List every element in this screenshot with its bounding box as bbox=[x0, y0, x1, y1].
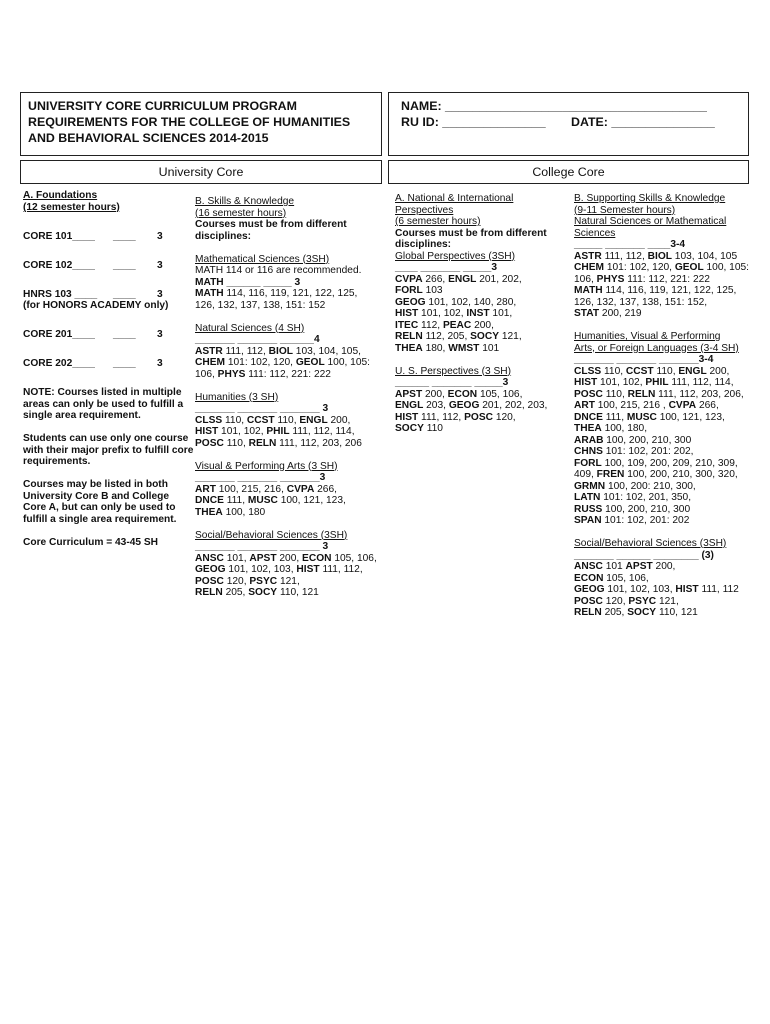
natural-sciences-list: CHEM 101: 102, 120, GEOL 100, 105: bbox=[195, 357, 371, 368]
both-line: Core A, but can only be used to bbox=[23, 502, 176, 513]
prefix-line: with their major prefix to fulfill core bbox=[23, 444, 194, 456]
social-sciences-list: POSC 120, PSYC 121, bbox=[195, 575, 300, 587]
hum-arts-list: ARAB 100, 200, 210, 300 bbox=[574, 434, 692, 446]
humanities-title: Humanities (3 SH) bbox=[195, 391, 279, 403]
natural-sciences-list: 106, PHYS 111: 112, 221: 222 bbox=[195, 368, 331, 380]
math-list: 126, 132, 137, 138, 151: 152 bbox=[195, 299, 326, 311]
social-sciences-list: RELN 205, SOCY 110, 121 bbox=[195, 587, 319, 598]
core-total: Core Curriculum = 43-45 SH bbox=[23, 536, 159, 548]
hum-arts-list: THEA 100, 180, bbox=[574, 423, 648, 434]
title-line-3: AND BEHAVIORAL SCIENCES 2014-2015 bbox=[28, 131, 269, 145]
hum-arts-list: RUSS 100, 200, 210, 300 bbox=[574, 503, 691, 515]
core101-credits: 3 bbox=[157, 230, 163, 242]
humanities-list: POSC 110, RELN 111, 112, 203, 206 bbox=[195, 437, 362, 449]
core201-credits: 3 bbox=[157, 329, 163, 340]
ns-title: Sciences bbox=[574, 227, 616, 239]
prefix-line: requirements. bbox=[23, 456, 91, 467]
skills-column bbox=[195, 196, 385, 599]
hnrs-note: (for HONORS ACADEMY only) bbox=[23, 300, 169, 311]
perspectives-note: Courses must be from different bbox=[395, 227, 547, 239]
ruid-field[interactable]: RU ID: _______________ bbox=[401, 115, 546, 129]
core201-label: CORE 201____ bbox=[23, 329, 95, 340]
social-sciences-blank[interactable]: _______ _______ _______ 3 bbox=[195, 541, 329, 552]
form-title-box bbox=[20, 92, 382, 156]
global-list: FORL 103 bbox=[395, 285, 443, 296]
ns-list: 106, PHYS 111: 112, 221: 222 bbox=[574, 273, 710, 285]
global-title: Global Perspectives (3SH) bbox=[395, 250, 516, 262]
both-line: fulfill a single area requirement. bbox=[23, 513, 177, 525]
core201-row[interactable] bbox=[23, 329, 193, 341]
ns-blank[interactable]: _____ _______ ____3-4 bbox=[574, 239, 686, 250]
college-core-header: College Core bbox=[388, 160, 749, 184]
hum-arts-list: HIST 101, 102, PHIL 111, 112, 114, bbox=[574, 377, 734, 388]
us-list: APST 200, ECON 105, 106, bbox=[395, 388, 523, 400]
ns-list: ASTR 111, 112, BIOL 103, 104, 105 bbox=[574, 250, 738, 262]
hum-arts-blank[interactable]: _______ _______ _______3-4 bbox=[574, 354, 714, 365]
both-line: University Core B and College bbox=[23, 490, 170, 502]
core202-row[interactable] bbox=[23, 358, 193, 370]
core101-row[interactable] bbox=[23, 231, 193, 243]
social-list: RELN 205, SOCY 110, 121 bbox=[574, 607, 698, 618]
skills-hours: (16 semester hours) bbox=[195, 207, 287, 219]
ns-list: CHEM 101: 102, 120, GEOL 100, 105: bbox=[574, 262, 750, 273]
skills-note: Courses must be from different bbox=[195, 219, 347, 230]
global-blank[interactable]: ____ _______ _____3 bbox=[395, 262, 497, 273]
natural-sciences-blank[interactable]: _______ _______ ______4 bbox=[195, 334, 320, 345]
hum-arts-list: ART 100, 215, 216 , CVPA 266, bbox=[574, 400, 719, 411]
name-field[interactable]: NAME: ______________________________________ bbox=[401, 99, 707, 113]
humanities-list: CLSS 110, CCST 110, ENGL 200, bbox=[195, 414, 351, 426]
hum-arts-list: GRMN 100, 200: 210, 300, bbox=[574, 480, 696, 492]
social-list: GEOG 101, 102, 103, HIST 111, 112 bbox=[574, 584, 739, 595]
math-blank[interactable]: MATH ______ _____ 3 bbox=[195, 276, 301, 288]
hum-arts-list: CHNS 101: 102, 201: 202, bbox=[574, 446, 694, 457]
natural-sciences-list: ASTR 111, 112, BIOL 103, 104, 105, bbox=[195, 345, 361, 357]
title-line-2: REQUIREMENTS FOR THE COLLEGE OF HUMANITIES bbox=[28, 115, 351, 129]
perspectives-note: disciplines: bbox=[395, 239, 452, 250]
core102-label: CORE 102____ bbox=[23, 259, 95, 271]
global-list: CVPA 266, ENGL 201, 202, bbox=[395, 273, 522, 285]
hum-arts-list: SPAN 101: 102, 201: 202 bbox=[574, 515, 690, 526]
vpa-list: DNCE 111, MUSC 100, 121, 123, bbox=[195, 495, 346, 506]
hnrs103-blank[interactable]: ____ bbox=[113, 288, 136, 300]
hum-arts-title: Arts, or Foreign Languages (3-4 SH) bbox=[574, 342, 739, 354]
hum-arts-list: FORL 100, 109, 200, 209, 210, 309, bbox=[574, 457, 738, 469]
hnrs103-label: HNRS 103 ____ bbox=[23, 288, 98, 300]
core202-blank[interactable]: ____ bbox=[113, 358, 136, 369]
foundations-hours: (12 semester hours) bbox=[23, 201, 120, 213]
hum-arts-list: CLSS 110, CCST 110, ENGL 200, bbox=[574, 365, 730, 377]
us-list: HIST 111, 112, POSC 120, bbox=[395, 411, 516, 423]
foundations-column bbox=[23, 190, 193, 548]
student-info-box bbox=[388, 92, 749, 156]
supporting-hours: (9-11 Semester hours) bbox=[574, 204, 676, 216]
social-blank[interactable]: _______ ______ ________ (3) bbox=[574, 549, 714, 561]
core102-blank[interactable]: ____ bbox=[113, 259, 136, 271]
vpa-list: ART 100, 215, 216, CVPA 266, bbox=[195, 483, 337, 495]
humanities-list: HIST 101, 102, PHIL 111, 112, 114, bbox=[195, 426, 355, 437]
perspectives-column bbox=[395, 193, 570, 435]
us-blank[interactable]: ______ _______ _____3 bbox=[395, 377, 509, 388]
social-title: Social/Behavioral Sciences (3SH) bbox=[574, 538, 727, 549]
perspectives-title: A. National & International bbox=[395, 193, 514, 204]
us-title: U. S. Perspectives (3 SH) bbox=[395, 365, 512, 377]
vpa-list: THEA 100, 180 bbox=[195, 506, 266, 518]
humanities-blank[interactable]: _______ _______ _______ 3 bbox=[195, 403, 329, 414]
prefix-line: Students can use only one course bbox=[23, 433, 189, 444]
social-list: POSC 120, PSYC 121, bbox=[574, 595, 679, 607]
core202-label: CORE 202____ bbox=[23, 358, 95, 369]
skills-title: B. Skills & Knowledge bbox=[195, 196, 295, 207]
core102-row[interactable] bbox=[23, 260, 193, 272]
hum-arts-title: Humanities, Visual & Performing bbox=[574, 331, 721, 342]
ns-list: MATH 114, 116, 119, 121, 122, 125, bbox=[574, 285, 737, 296]
social-sciences-list: ANSC 101, APST 200, ECON 105, 106, bbox=[195, 552, 377, 564]
global-list: THEA 180, WMST 101 bbox=[395, 342, 500, 354]
us-list: SOCY 110 bbox=[395, 423, 443, 434]
natural-sciences-title: Natural Sciences (4 SH) bbox=[195, 322, 305, 334]
hnrs103-row[interactable] bbox=[23, 289, 193, 301]
global-list: GEOG 101, 102, 140, 280, bbox=[395, 296, 517, 308]
math-title: Mathematical Sciences (3SH) bbox=[195, 253, 330, 265]
note-line: NOTE: Courses listed in multiple bbox=[23, 387, 182, 398]
global-list: HIST 101, 102, INST 101, bbox=[395, 308, 513, 319]
hum-arts-list: POSC 110, RELN 111, 112, 203, 206, bbox=[574, 388, 744, 400]
social-list: ANSC 101 APST 200, bbox=[574, 561, 676, 572]
social-sciences-title: Social/Behavioral Sciences (3SH) bbox=[195, 529, 348, 541]
date-field[interactable]: DATE: _______________ bbox=[571, 115, 715, 129]
global-list: ITEC 112, PEAC 200, bbox=[395, 319, 494, 331]
hnrs103-credits: 3 bbox=[157, 288, 163, 300]
perspectives-title: Perspectives bbox=[395, 204, 454, 216]
note-line: single area requirement. bbox=[23, 410, 141, 421]
skills-note: disciplines: bbox=[195, 230, 252, 242]
hum-arts-list: DNCE 111, MUSC 100, 121, 123, bbox=[574, 411, 725, 423]
core201-blank[interactable]: ____ bbox=[113, 329, 136, 340]
core202-credits: 3 bbox=[157, 358, 163, 369]
math-list: MATH 114, 116, 119, 121, 122, 125, bbox=[195, 288, 358, 299]
social-sciences-list: GEOG 101, 102, 103, HIST 111, 112, bbox=[195, 564, 363, 575]
hum-arts-list: LATN 101: 102, 201, 350, bbox=[574, 492, 692, 503]
supporting-title: B. Supporting Skills & Knowledge bbox=[574, 193, 726, 204]
global-list: RELN 112, 205, SOCY 121, bbox=[395, 331, 522, 342]
core101-blank[interactable]: ____ bbox=[113, 230, 136, 242]
vpa-blank[interactable]: _______ _______ _______3 bbox=[195, 472, 326, 483]
social-list: ECON 105, 106, bbox=[574, 572, 649, 584]
ns-title: Natural Sciences or Mathematical bbox=[574, 216, 727, 227]
perspectives-hours: (6 semester hours) bbox=[395, 216, 481, 227]
supporting-column bbox=[574, 193, 766, 619]
note-line: areas can only be used to fulfill a bbox=[23, 398, 184, 410]
vpa-title: Visual & Performing Arts (3 SH) bbox=[195, 460, 338, 472]
foundations-title: A. Foundations bbox=[23, 190, 98, 201]
math-recommendation: MATH 114 or 116 are recommended. bbox=[195, 265, 362, 276]
core101-label: CORE 101____ bbox=[23, 230, 95, 242]
both-line: Courses may be listed in both bbox=[23, 479, 168, 490]
title-line-1: UNIVERSITY CORE CURRICULUM PROGRAM bbox=[28, 99, 297, 113]
us-list: ENGL 203, GEOG 201, 202, 203, bbox=[395, 400, 548, 411]
ns-list: 126, 132, 137, 138, 151: 152, bbox=[574, 296, 708, 308]
hum-arts-list: 409, FREN 100, 200, 210, 300, 320, bbox=[574, 469, 738, 480]
core102-credits: 3 bbox=[157, 259, 163, 271]
ns-list: STAT 200, 219 bbox=[574, 308, 642, 319]
university-core-header: University Core bbox=[20, 160, 382, 184]
